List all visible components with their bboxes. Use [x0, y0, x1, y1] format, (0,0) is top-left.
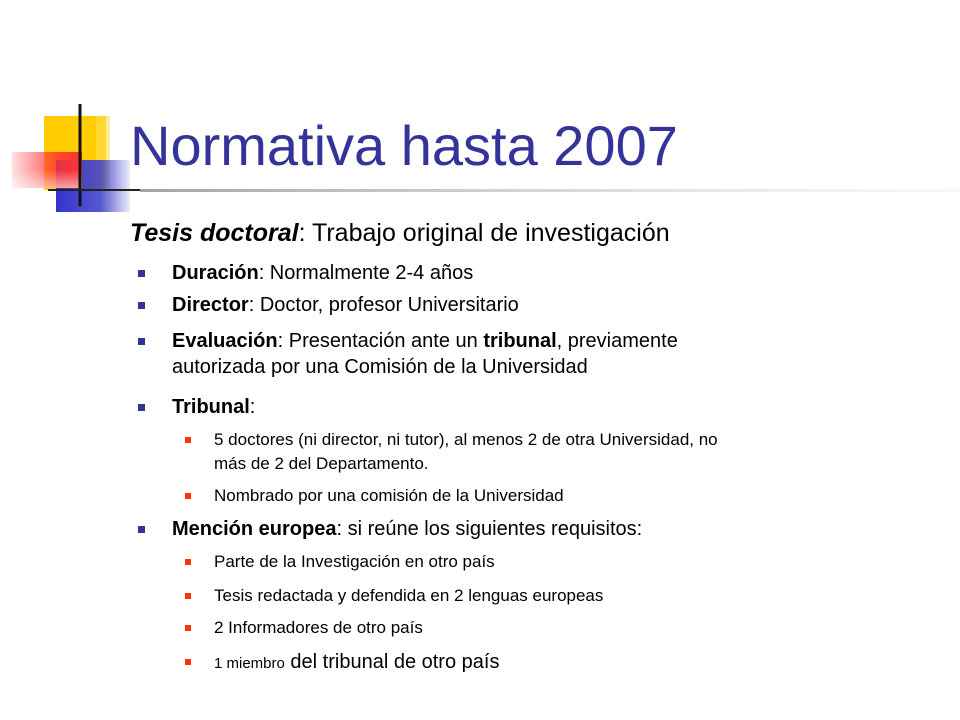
sub-item-text: 5 doctores (ni director, ni tutor), al menos 2 de otra Universidad, no — [214, 430, 718, 449]
sub-item-miembro — [214, 650, 854, 676]
sub-item-text: 2 Informadores de otro país — [214, 618, 423, 637]
item-text: : Presentación ante un — [277, 330, 484, 352]
square-bullet-icon — [138, 404, 145, 411]
item-term: Duración — [172, 262, 259, 284]
slide-title: Normativa hasta 2007 — [130, 114, 678, 177]
square-bullet-icon — [185, 559, 191, 565]
square-bullet-icon — [185, 437, 191, 443]
square-bullet-icon — [185, 659, 191, 665]
list-item-mencion-europea — [172, 516, 872, 542]
item-bold-word: tribunal — [483, 330, 557, 352]
sub-item-nombrado — [214, 484, 854, 508]
item-term: Tribunal — [172, 396, 250, 418]
item-text: , previamente — [556, 330, 678, 352]
list-item-director — [172, 292, 872, 318]
square-bullet-icon — [185, 593, 191, 599]
heading-rest: : Trabajo original de investigación — [298, 219, 670, 247]
square-bullet-icon — [138, 302, 145, 309]
item-text: : Doctor, profesor Universitario — [248, 294, 519, 316]
sub-item-text-line2: más de 2 del Departamento. — [214, 454, 429, 473]
item-term: Mención europea — [172, 518, 337, 540]
sub-item-text: Nombrado por una comisión de la Universidad — [214, 486, 564, 505]
item-term: Director — [172, 294, 249, 316]
list-item-evaluacion — [172, 328, 872, 380]
square-bullet-icon — [185, 493, 191, 499]
sub-item-investigacion — [214, 550, 854, 574]
sub-item-informadores — [214, 616, 854, 640]
sub-item-tesis-redactada — [214, 584, 854, 608]
item-text: : — [249, 396, 256, 418]
sub-item-text-large: del tribunal de otro país — [284, 651, 500, 673]
list-item-duracion — [172, 260, 872, 286]
item-term: Evaluación — [172, 330, 278, 352]
heading-term: Tesis doctoral — [130, 219, 299, 247]
sub-item-text-small: 1 miembro — [214, 655, 285, 672]
square-bullet-icon — [138, 270, 145, 277]
sub-item-text: Tesis redactada y defendida en 2 lenguas europeas — [214, 586, 604, 605]
heading-line — [130, 216, 670, 250]
item-text: : Normalmente 2-4 años — [258, 262, 474, 284]
list-item-tribunal — [172, 394, 872, 420]
sub-item-text: Parte de la Investigación en otro país — [214, 552, 495, 571]
square-bullet-icon — [138, 338, 145, 345]
item-text-line2: autorizada por una Comisión de la Universidad — [172, 356, 588, 378]
square-bullet-icon — [138, 526, 145, 533]
square-bullet-icon — [185, 625, 191, 631]
item-text: : si reúne los siguientes requisitos: — [336, 518, 643, 540]
sub-item-doctores — [214, 428, 854, 476]
